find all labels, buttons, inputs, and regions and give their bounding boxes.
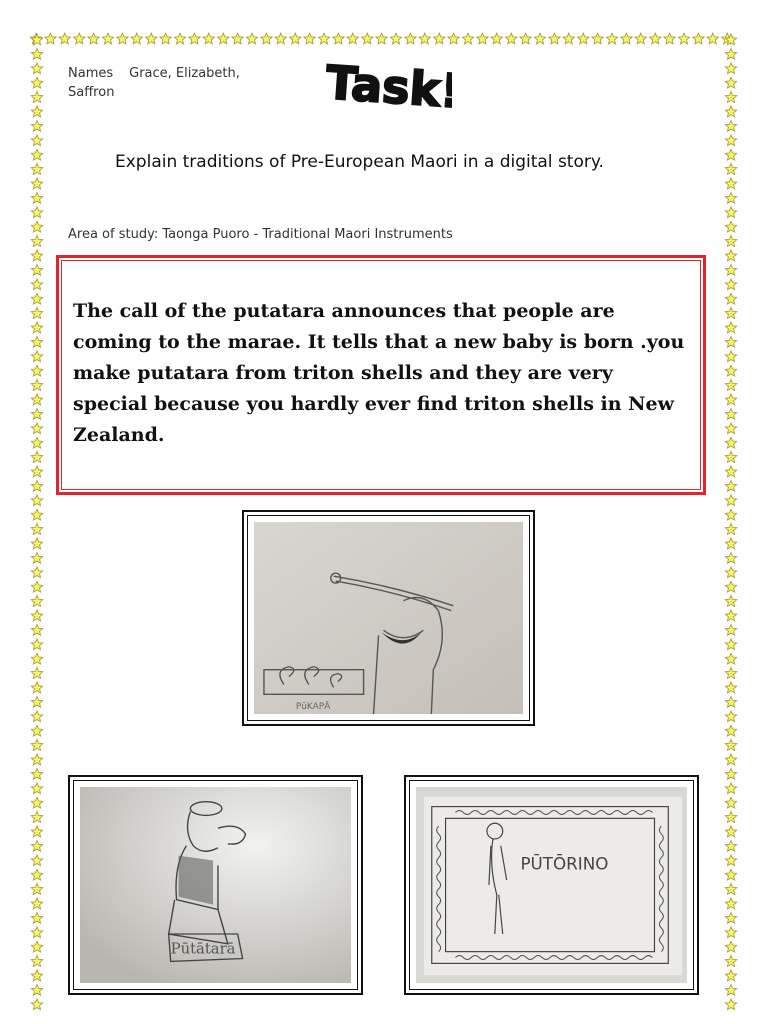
- star-icon: [725, 912, 736, 923]
- star-icon: [725, 898, 736, 909]
- star-icon: [725, 639, 736, 650]
- star-icon: [31, 495, 42, 506]
- star-icon: [725, 624, 736, 635]
- star-icon: [232, 33, 243, 44]
- star-icon: [725, 682, 736, 693]
- star-icon: [462, 33, 473, 44]
- star-icon: [725, 34, 736, 45]
- star-icon: [217, 33, 228, 44]
- star-icon: [725, 279, 736, 290]
- star-icon: [31, 264, 42, 275]
- star-icon: [725, 437, 736, 448]
- names-value: Grace, Elizabeth,: [129, 66, 240, 81]
- star-icon: [725, 106, 736, 117]
- star-icon: [117, 33, 128, 44]
- putatara-caption: Pūtātarā: [170, 940, 236, 958]
- star-icon: [31, 135, 42, 146]
- star-icon: [31, 48, 42, 59]
- star-icon: [725, 956, 736, 967]
- star-icon: [31, 797, 42, 808]
- star-icon: [725, 135, 736, 146]
- star-icon: [725, 768, 736, 779]
- putorino-caption: PŪTŌRINO: [520, 853, 609, 874]
- star-icon: [725, 466, 736, 477]
- star-icon: [189, 33, 200, 44]
- story-text-box: [56, 255, 706, 495]
- names-block: [68, 64, 268, 102]
- star-icon: [160, 33, 171, 44]
- task-title: [322, 44, 452, 124]
- star-icon: [31, 365, 42, 376]
- star-icon: [31, 351, 42, 362]
- star-icon: [725, 178, 736, 189]
- star-icon: [491, 33, 502, 44]
- star-icon: [31, 480, 42, 491]
- star-icon: [725, 336, 736, 347]
- star-icon: [347, 33, 358, 44]
- star-icon: [725, 783, 736, 794]
- star-icon: [318, 33, 329, 44]
- star-icon: [405, 33, 416, 44]
- star-icon: [31, 927, 42, 938]
- star-icon: [725, 552, 736, 563]
- star-icon: [31, 596, 42, 607]
- star-icon: [289, 33, 300, 44]
- star-icon: [725, 394, 736, 405]
- star-icon: [725, 941, 736, 952]
- star-icon: [31, 970, 42, 981]
- star-icon: [31, 682, 42, 693]
- star-icon: [725, 77, 736, 88]
- star-icon: [31, 308, 42, 319]
- star-icon: [31, 34, 42, 45]
- pukapa-caption: PūKAPĀ: [295, 702, 331, 713]
- star-icon: [131, 33, 142, 44]
- star-icon: [433, 33, 444, 44]
- task-description: Explain traditions of Pre-European Maori in a digital story.: [115, 152, 604, 172]
- star-icon: [31, 452, 42, 463]
- star-icon: [577, 33, 588, 44]
- star-icon: [31, 552, 42, 563]
- star-icon: [31, 956, 42, 967]
- star-icon: [361, 33, 372, 44]
- star-icon: [31, 812, 42, 823]
- star-icon: [31, 207, 42, 218]
- star-icon: [707, 33, 718, 44]
- star-icon: [419, 33, 430, 44]
- star-icon: [31, 106, 42, 117]
- star-icon: [31, 840, 42, 851]
- star-icon: [725, 495, 736, 506]
- star-icon: [664, 33, 675, 44]
- star-icon: [31, 221, 42, 232]
- star-icon: [725, 480, 736, 491]
- star-icon: [725, 63, 736, 74]
- star-icon: [31, 149, 42, 160]
- star-icon: [725, 653, 736, 664]
- photo-putorino: [404, 775, 699, 995]
- star-icon: [725, 92, 736, 103]
- pukapa-drawing: [254, 522, 523, 714]
- star-icon: [31, 164, 42, 175]
- star-icon: [31, 610, 42, 621]
- star-icon: [261, 33, 272, 44]
- star-icon: [31, 77, 42, 88]
- star-icon: [31, 711, 42, 722]
- star-icon: [31, 696, 42, 707]
- star-icon: [203, 33, 214, 44]
- star-icon: [31, 581, 42, 592]
- star-icon: [477, 33, 488, 44]
- star-icon: [31, 466, 42, 477]
- star-icon: [725, 826, 736, 837]
- star-icon: [31, 725, 42, 736]
- star-icon: [31, 768, 42, 779]
- star-icon: [145, 33, 156, 44]
- star-icon: [31, 408, 42, 419]
- star-icon: [31, 92, 42, 103]
- star-icon: [725, 696, 736, 707]
- star-icon: [725, 740, 736, 751]
- names-value-2: Saffron: [68, 85, 115, 100]
- star-icon: [725, 999, 736, 1010]
- star-icon: [275, 33, 286, 44]
- putorino-drawing: [416, 787, 687, 983]
- star-icon: [88, 33, 99, 44]
- star-icon: [649, 33, 660, 44]
- star-icon: [31, 250, 42, 261]
- story-text: The call of the putatara announces that people are coming to the marae. It tells that a new baby is born .you make putatara from triton shells and they are very special because you hardly ever find triton shells in New Zealand.: [73, 300, 685, 446]
- star-icon: [31, 236, 42, 247]
- star-icon: [31, 783, 42, 794]
- star-icon: [725, 452, 736, 463]
- star-icon: [31, 668, 42, 679]
- star-border-left: [28, 32, 46, 1022]
- star-icon: [725, 711, 736, 722]
- area-of-study: Area of study: Taonga Puoro - Traditional Maori Instruments: [68, 227, 453, 242]
- star-icon: [73, 33, 84, 44]
- star-icon: [725, 48, 736, 59]
- star-icon: [505, 33, 516, 44]
- putatara-drawing: [80, 787, 351, 983]
- star-icon: [31, 898, 42, 909]
- star-icon: [31, 884, 42, 895]
- star-icon: [31, 999, 42, 1010]
- star-icon: [725, 725, 736, 736]
- star-icon: [725, 855, 736, 866]
- star-icon: [563, 33, 574, 44]
- star-icon: [31, 754, 42, 765]
- star-icon: [31, 279, 42, 290]
- star-icon: [31, 437, 42, 448]
- star-icon: [725, 596, 736, 607]
- star-icon: [725, 812, 736, 823]
- star-icon: [725, 423, 736, 434]
- star-icon: [31, 984, 42, 995]
- task-title-text: Task!: [324, 55, 452, 119]
- star-icon: [102, 33, 113, 44]
- names-label: Names: [68, 66, 114, 81]
- star-icon: [725, 869, 736, 880]
- star-icon: [592, 33, 603, 44]
- star-icon: [31, 120, 42, 131]
- star-icon: [725, 610, 736, 621]
- star-icon: [725, 538, 736, 549]
- star-icon: [31, 941, 42, 952]
- star-icon: [31, 394, 42, 405]
- star-icon: [635, 33, 646, 44]
- star-icon: [725, 149, 736, 160]
- star-icon: [725, 380, 736, 391]
- star-icon: [725, 236, 736, 247]
- star-icon: [725, 927, 736, 938]
- star-icon: [304, 33, 315, 44]
- star-icon: [390, 33, 401, 44]
- star-icon: [520, 33, 531, 44]
- photo-putatara: [68, 775, 363, 995]
- star-icon: [725, 322, 736, 333]
- star-icon: [31, 178, 42, 189]
- star-icon: [725, 164, 736, 175]
- star-icon: [725, 797, 736, 808]
- star-icon: [31, 524, 42, 535]
- star-icon: [31, 653, 42, 664]
- star-icon: [725, 567, 736, 578]
- star-icon: [31, 322, 42, 333]
- star-icon: [45, 33, 56, 44]
- star-icon: [31, 192, 42, 203]
- star-icon: [448, 33, 459, 44]
- star-icon: [725, 984, 736, 995]
- star-icon: [31, 63, 42, 74]
- star-icon: [246, 33, 257, 44]
- star-border-right: [722, 32, 740, 1022]
- star-icon: [725, 524, 736, 535]
- star-icon: [725, 207, 736, 218]
- star-icon: [725, 408, 736, 419]
- star-icon: [31, 423, 42, 434]
- star-icon: [31, 336, 42, 347]
- star-icon: [725, 120, 736, 131]
- star-icon: [31, 538, 42, 549]
- star-icon: [678, 33, 689, 44]
- star-icon: [725, 264, 736, 275]
- star-icon: [31, 740, 42, 751]
- star-icon: [725, 970, 736, 981]
- star-icon: [31, 567, 42, 578]
- star-icon: [59, 33, 70, 44]
- star-icon: [725, 668, 736, 679]
- star-icon: [31, 293, 42, 304]
- star-icon: [725, 221, 736, 232]
- star-icon: [725, 581, 736, 592]
- star-icon: [621, 33, 632, 44]
- star-icon: [725, 308, 736, 319]
- star-icon: [606, 33, 617, 44]
- star-icon: [693, 33, 704, 44]
- star-icon: [725, 884, 736, 895]
- star-icon: [534, 33, 545, 44]
- star-icon: [725, 365, 736, 376]
- star-icon: [376, 33, 387, 44]
- star-icon: [31, 624, 42, 635]
- star-icon: [549, 33, 560, 44]
- star-icon: [333, 33, 344, 44]
- star-icon: [725, 754, 736, 765]
- star-icon: [725, 192, 736, 203]
- star-icon: [31, 509, 42, 520]
- star-icon: [31, 855, 42, 866]
- star-icon: [31, 869, 42, 880]
- star-icon: [725, 250, 736, 261]
- photo-pukapa: [242, 510, 535, 726]
- star-icon: [31, 639, 42, 650]
- star-icon: [174, 33, 185, 44]
- star-icon: [725, 509, 736, 520]
- star-icon: [725, 351, 736, 362]
- star-icon: [31, 826, 42, 837]
- star-icon: [725, 840, 736, 851]
- star-icon: [725, 293, 736, 304]
- star-icon: [31, 912, 42, 923]
- star-icon: [31, 380, 42, 391]
